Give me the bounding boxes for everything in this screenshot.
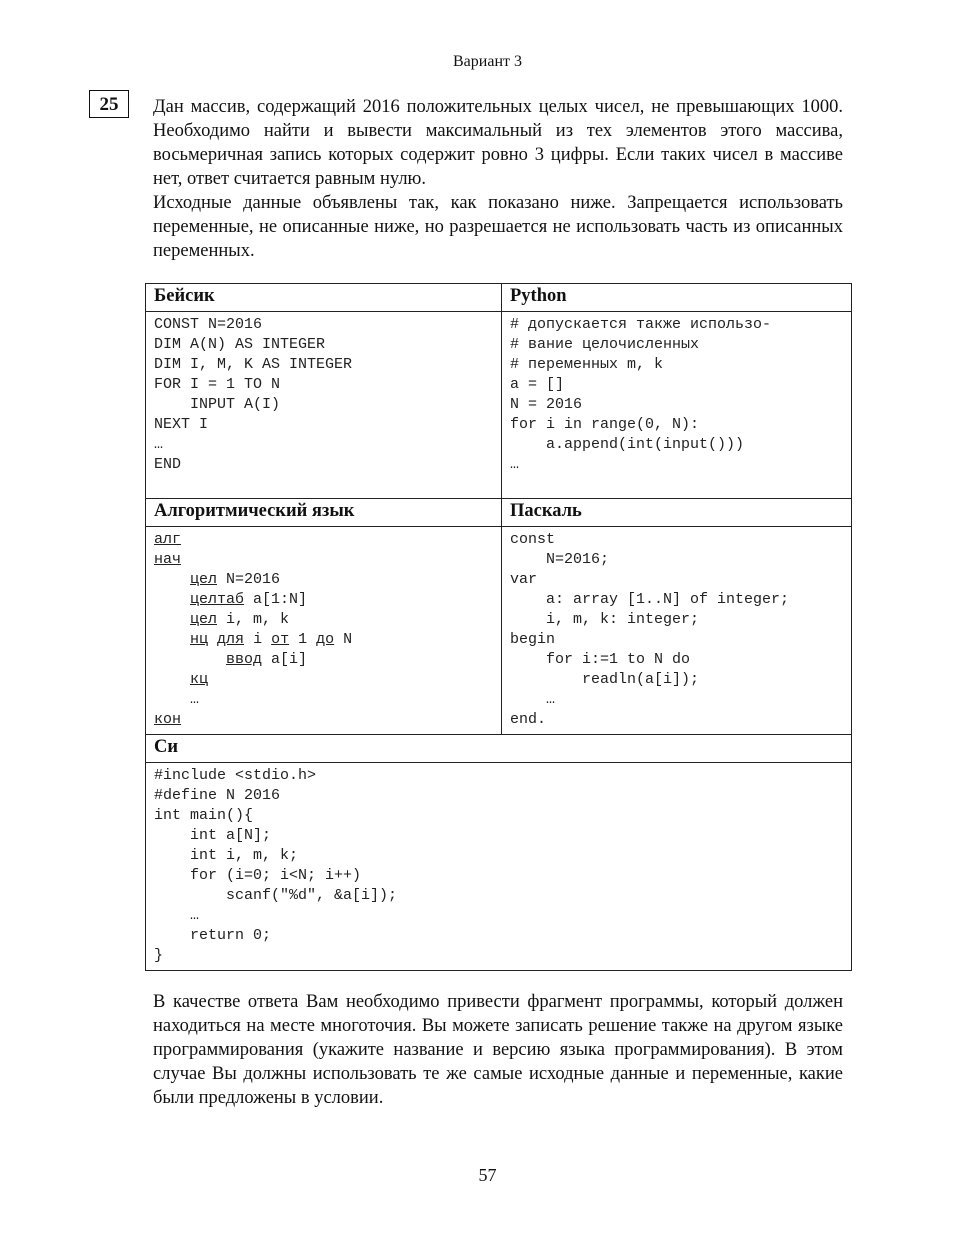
kw-vvod: ввод [226,651,263,668]
algo-header: Алгоритмический язык [146,499,502,527]
algo-line-4: a[1:N] [244,591,308,608]
task-statement [153,95,843,263]
python-cell [502,312,852,499]
kw-nach: нач [154,551,182,568]
c-header: Си [146,735,852,763]
c-code: #include <stdio.h> #define N 2016 int main(){ int a[N]; int i, m, k; for (i=0; i<N; i++) scanf("%d", &a[i]); … return 0; } [154,767,398,964]
python-header: Python [502,284,852,312]
kw-dlya: для [217,631,245,648]
pascal-code: const N=2016; var a: array [1..N] of integer; i, m, k: integer; begin for i:=1 to N do readln(a[i]); … end. [510,531,790,728]
task-paragraph-1: Дан массив, содержащий 2016 положительных целых чисел, не превышающих 1000. Необходимо найти и вывести максимальный из тех элементов этого массива, восьмеричная запись которых содержит ровно 3 цифры. Если таких чисел в массиве нет, ответ считается равным нулю. [153,97,843,189]
algo-line-6-var: i [244,631,272,648]
algo-line-6-from: 1 [289,631,317,648]
kw-ot: от [271,631,290,648]
kw-do: до [316,631,335,648]
basic-header: Бейсик [146,284,502,312]
task-paragraph-2: Исходные данные объявлены так, как показано ниже. Запрещается использовать переменные, не описанные ниже, но разрешается не использовать часть из описанных переменных. [153,193,843,261]
kw-cel-2: цел [190,611,218,628]
page-number: 57 [478,1165,497,1185]
basic-code: CONST N=2016 DIM A(N) AS INTEGER DIM I, M, K AS INTEGER FOR I = 1 TO N INPUT A(I) NEXT I … END [154,316,353,473]
basic-cell [146,312,502,499]
algo-line-6-to: N [334,631,353,648]
algo-line-3: N=2016 [217,571,281,588]
c-cell [146,763,852,971]
algo-ellipsis: … [190,691,200,708]
task-number-box: 25 [89,90,129,118]
pascal-cell [502,527,852,735]
answer-instructions: В качестве ответа Вам необходимо привести фрагмент программы, который должен находиться на месте многоточия. Вы можете записать решение также на другом языке программирования (укажите название и версию языка программирования). В этом случае Вы должны использовать те же самые исходные данные и переменные, какие были предложены в условии. [153,992,843,1108]
algo-line-7: a[i] [262,651,308,668]
kw-nc: нц [190,631,209,648]
pascal-header: Паскаль [502,499,852,527]
kw-alg: алг [154,531,182,548]
page-header: Вариант 3 [453,53,522,70]
kw-cel-1: цел [190,571,218,588]
kw-kon: кон [154,711,182,728]
algo-code [146,527,501,734]
python-code: # допускается также использо- # вание целочисленных # переменных m, k a = [] N = 2016 for i in range(0, N): a.append(int(input())) … [510,316,772,473]
code-table [145,283,852,971]
kw-celtab: целтаб [190,591,245,608]
kw-kc: кц [190,671,209,688]
algo-line-5: i, m, k [217,611,290,628]
algo-cell [146,527,502,735]
